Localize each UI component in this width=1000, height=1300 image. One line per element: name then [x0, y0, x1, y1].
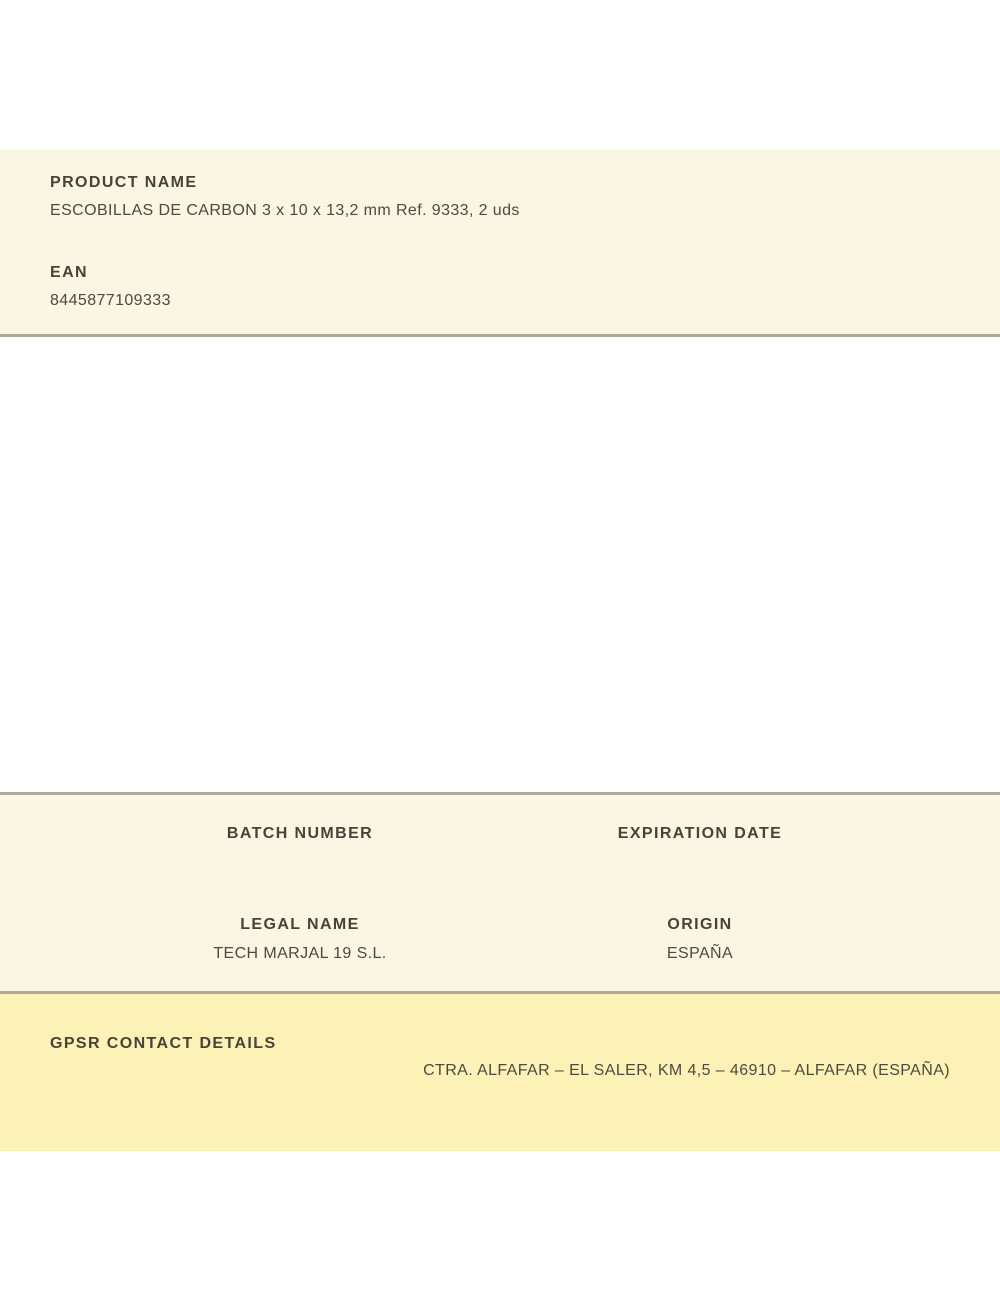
origin-value: ESPAÑA [666, 945, 734, 962]
expiration-date-field [500, 823, 900, 874]
batch-number-label: BATCH NUMBER [226, 825, 374, 842]
legal-name-field [100, 914, 500, 965]
ean-label: EAN [50, 264, 88, 281]
top-spacer [0, 0, 1000, 150]
legal-name-value: TECH MARJAL 19 S.L. [213, 945, 387, 962]
origin-field [500, 914, 900, 965]
product-info-section [0, 150, 1000, 337]
gpsr-contact-section [0, 994, 1000, 1151]
product-name-value: ESCOBILLAS DE CARBON 3 x 10 x 13,2 mm Ref. 9333, 2 uds [50, 202, 520, 219]
batch-legal-details-section [0, 792, 1000, 994]
batch-number-field [100, 823, 500, 874]
expiration-date-label: EXPIRATION DATE [617, 825, 783, 842]
ean-value: 8445877109333 [50, 292, 171, 309]
expiration-date-value [500, 852, 900, 874]
product-name-label: PRODUCT NAME [50, 174, 198, 191]
origin-label: ORIGIN [667, 916, 733, 933]
product-name-field [50, 172, 950, 222]
legal-name-label: LEGAL NAME [240, 916, 360, 933]
batch-number-value [100, 852, 500, 874]
gpsr-contact-address: CTRA. ALFAFAR – EL SALER, KM 4,5 – 46910 – ALFAFAR (ESPAÑA) [423, 1062, 950, 1079]
ean-field [50, 262, 950, 312]
details-grid [100, 823, 900, 965]
gpsr-contact-label: GPSR CONTACT DETAILS [50, 1035, 277, 1052]
middle-spacer [0, 337, 1000, 792]
